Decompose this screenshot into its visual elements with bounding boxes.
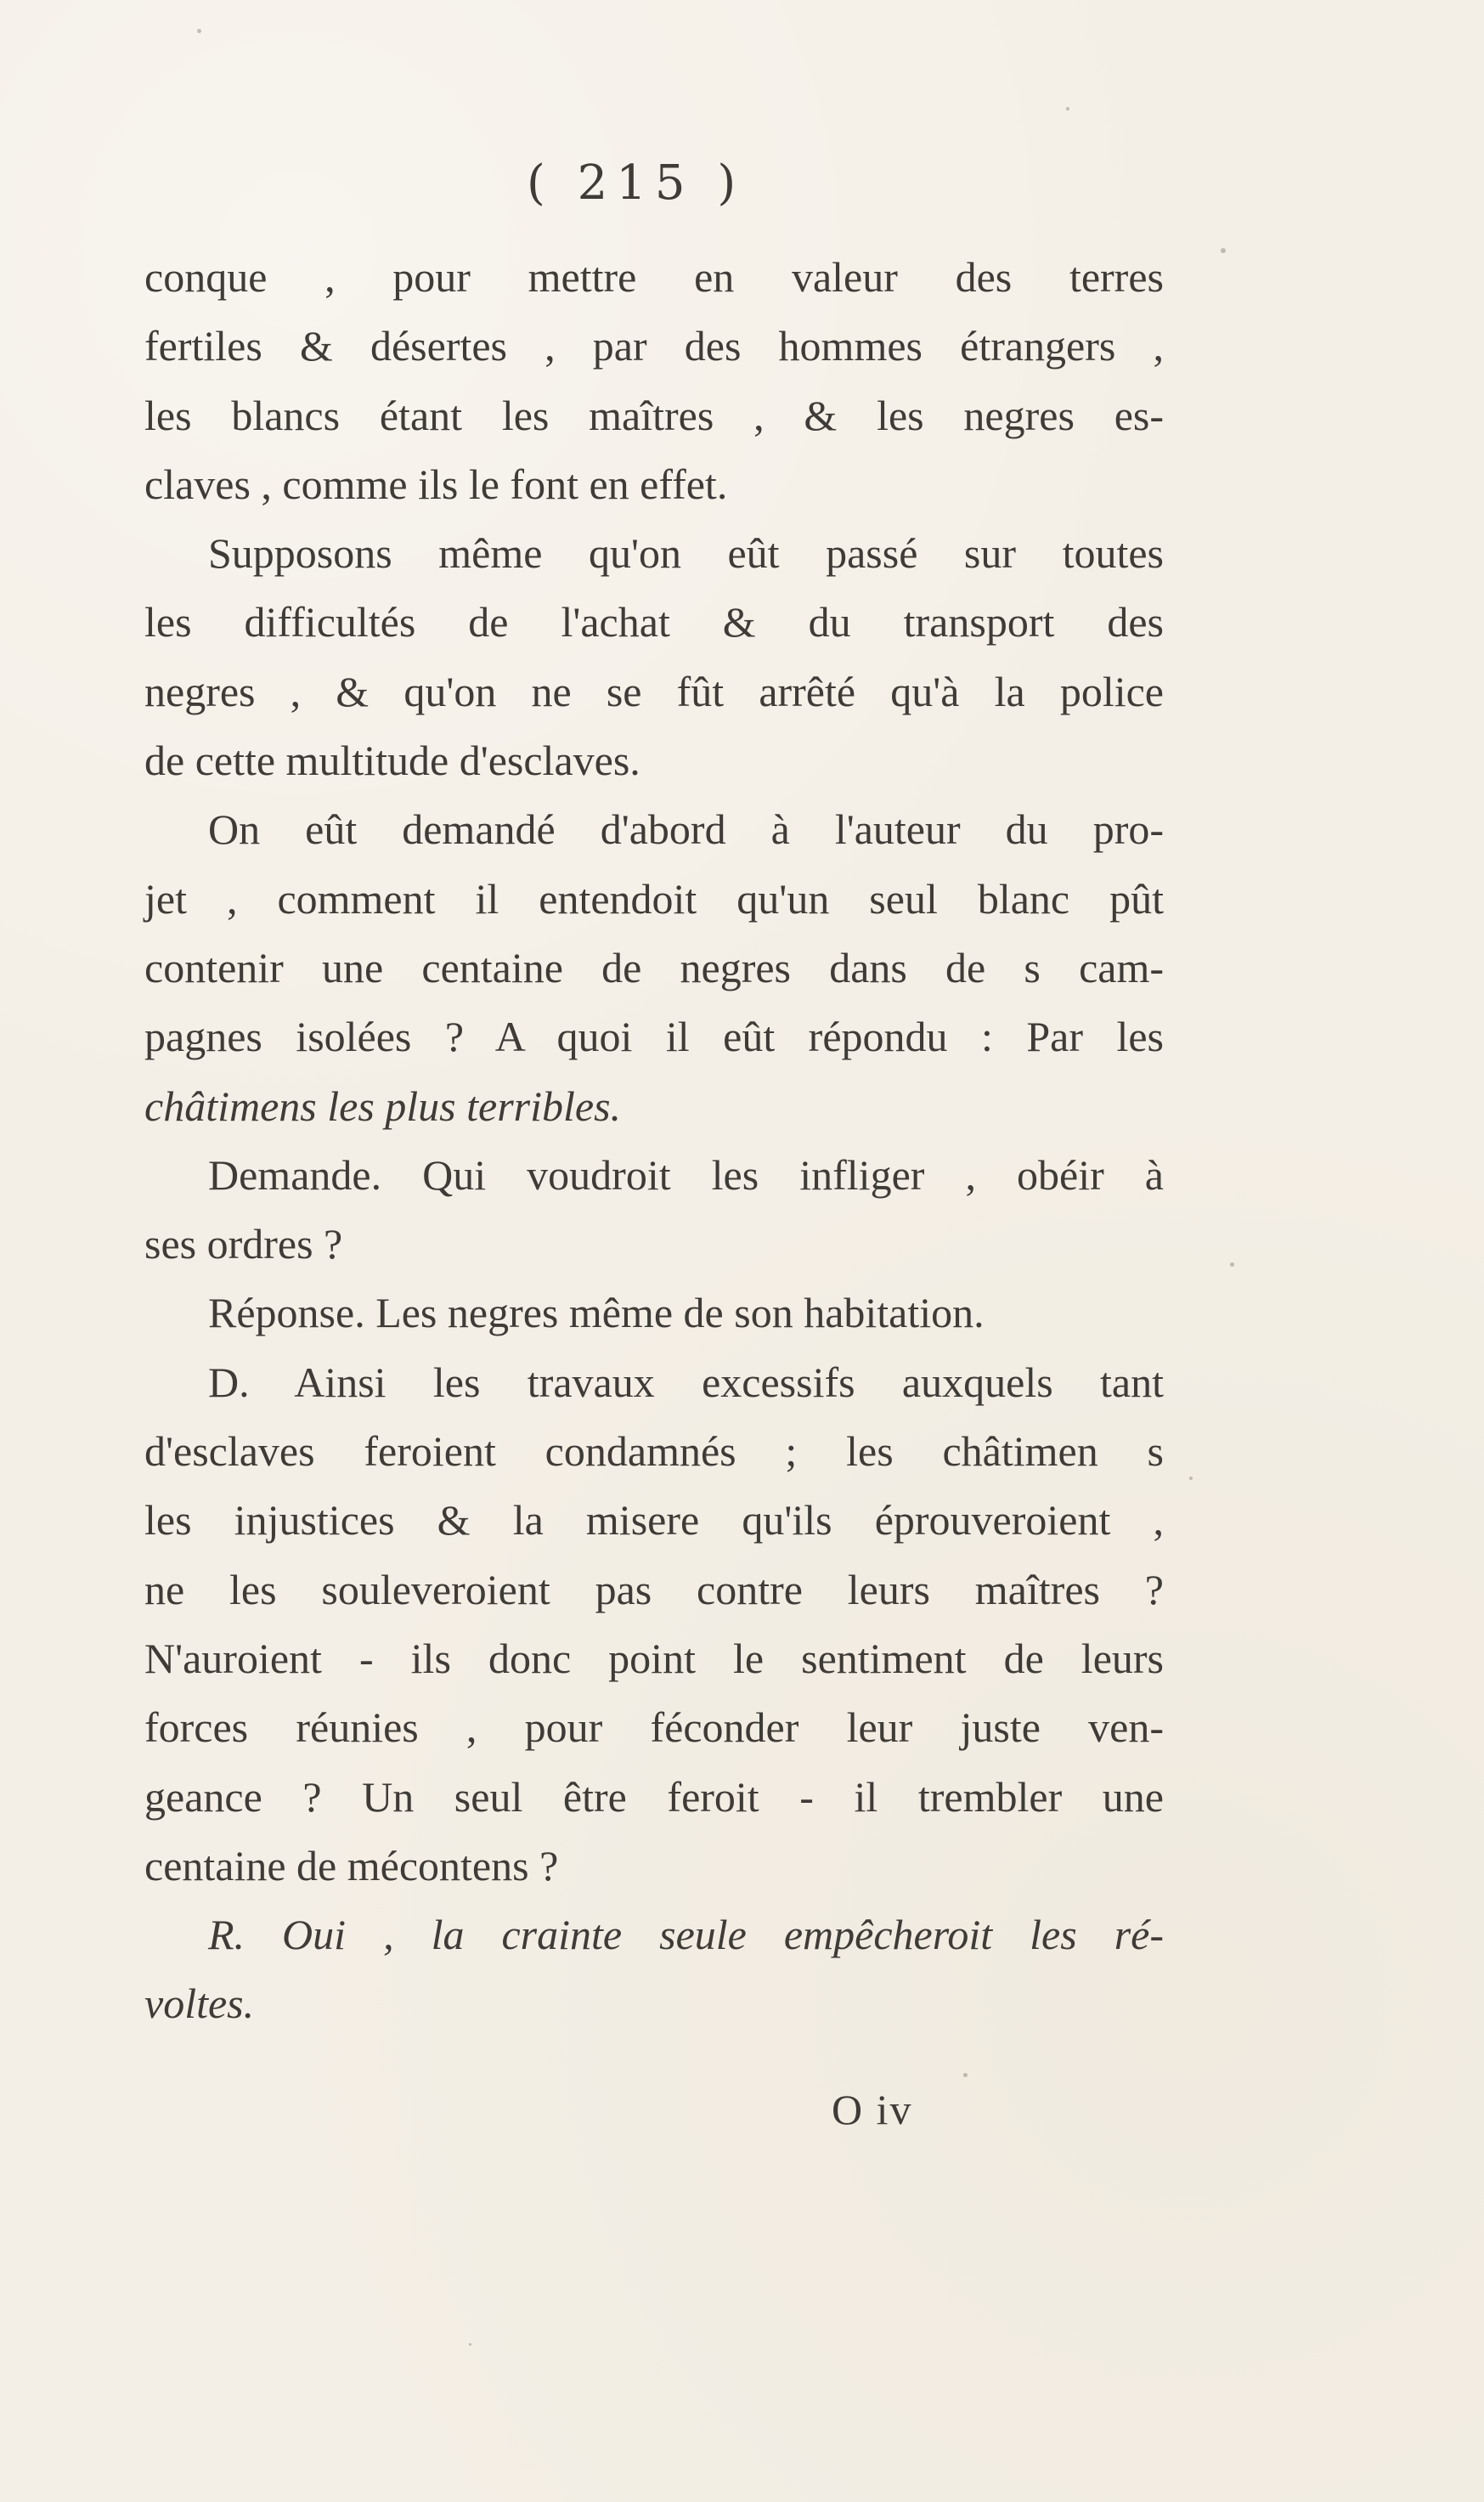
paragraph-3-line-4: pagnes isolées ? A quoi il eût répondu : Par les [144,1013,1164,1061]
paper-speck [1189,1477,1193,1480]
paragraph-6-line-8: centaine de mécontens ? [144,1841,559,1889]
paragraph-5-line-1: Réponse. Les negres même de son habitation. [208,1289,985,1337]
paragraph-4-line-1: Demande. Qui voudroit les infliger , obéir à [208,1150,1164,1199]
running-head: ( 215 ) [527,155,745,211]
paragraph-2-line-3: negres , & qu'on ne se fût arrêté qu'à la police [144,667,1164,715]
paragraph-6-line-3: les injustices & la misere qu'ils éprouveroient , [144,1496,1164,1545]
paragraph-6-line-1: D. Ainsi les travaux excessifs auxquels tant [208,1358,1164,1406]
paragraph-7-line-1: R. Oui , la crainte seule empêcheroit les ré- [208,1911,1164,1959]
paragraph-3-line-1: On eût demandé d'abord à l'auteur du pro- [208,805,1164,854]
paragraph-1-line-2: fertiles & désertes , par des hommes étrangers , [144,322,1164,370]
paper-speck [197,29,201,33]
paragraph-6-line-4: ne les souleveroient pas contre leurs maîtres ? [144,1565,1164,1613]
paragraph-2-line-4: de cette multitude d'esclaves. [144,737,640,785]
paragraph-2-line-2: les difficultés de l'achat & du transport des [144,598,1164,647]
paragraph-3-line-3: contenir une centaine de negres dans de s cam- [144,943,1164,991]
paragraph-4-line-2: ses ordres ? [144,1220,343,1268]
paragraph-1-line-4: claves , comme ils le font en effet. [144,460,728,508]
paper-speck [1221,248,1226,253]
paragraph-6-line-2: d'esclaves feroient condamnés ; les châtimen s [144,1427,1164,1476]
page-text [144,243,1164,2039]
paragraph-6-line-5: N'auroient - ils donc point le sentiment de leurs [144,1634,1164,1682]
paper-speck [1230,1262,1234,1267]
paragraph-7-line-2: voltes. [144,1980,255,2028]
paper-speck [963,2073,968,2077]
paragraph-3-line-2: jet , comment il entendoit qu'un seul blanc pût [144,874,1164,923]
paper-speck [1066,107,1069,110]
paragraph-6-line-6: forces réunies , pour féconder leur juste ven- [144,1703,1164,1752]
paragraph-2-line-1: Supposons même qu'on eût passé sur toutes [208,529,1164,578]
paper-speck [469,2343,471,2346]
paragraph-3-line-5: châtimens les plus terribles. [144,1082,622,1130]
signature-mark: O iv [832,2086,913,2133]
paragraph-1-line-3: les blancs étant les maîtres , & les negres es- [144,391,1164,439]
paragraph-1-line-1: conque , pour mettre en valeur des terres [144,253,1164,301]
paragraph-6-line-7: geance ? Un seul être feroit - il trembler une [144,1772,1164,1821]
